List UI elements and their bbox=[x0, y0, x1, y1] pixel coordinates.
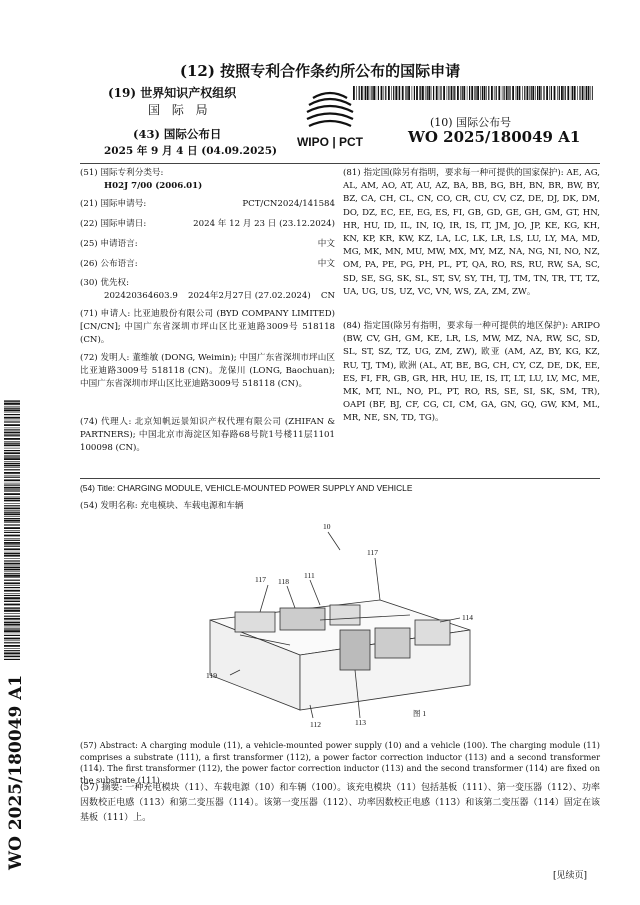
fig-label: 119 bbox=[206, 671, 217, 680]
barcode-side bbox=[4, 400, 20, 660]
fig-label: 117 bbox=[367, 548, 378, 557]
fig-label: 10 bbox=[323, 522, 331, 531]
fig-label: 112 bbox=[310, 720, 321, 729]
field-26: (26) 公布语言: 中文 bbox=[80, 259, 335, 269]
divider bbox=[80, 163, 600, 164]
office-subname: 国 际 局 bbox=[148, 103, 212, 117]
fig-label: 114 bbox=[462, 613, 473, 622]
pub-number-label: (10) 国际公布号 bbox=[430, 116, 512, 129]
continued-note: [见续页] bbox=[553, 871, 588, 881]
document-title: (12) 按照专利合作条约所公布的国际申请 bbox=[179, 62, 461, 80]
field-30: (30) 优先权: 202420364603.9 2024年2月27日 (27.02.2024) CN bbox=[80, 278, 335, 302]
field-22: (22) 国际申请日: 2024 年 12 月 23 日 (23.12.2024) bbox=[80, 219, 335, 229]
title-en: (54) Title: CHARGING MODULE, VEHICLE-MOUNTED POWER SUPPLY AND VEHICLE bbox=[80, 483, 413, 493]
field-81: (81) 指定国(除另有指明，要求每一种可提供的国家保护): AE, AG, AL, AM, AO, AT, AU, AZ, BA, BB, BG, BH, BN, BR, BW, BY, BZ, CA, CH, CL, CN, CO, CR, CU, CV, CZ, DE, DJ, DK, DM, DO, DZ, EC, EE, EG, ES, FI, GB, GD, GE, GH, GM, GT, HN, HR, HU, ID, IL, IN, IQ, IR, IS, IT, JM, JO, JP, KE, KG, KH, KN, KP, KR, KW, KZ, LA, LC, LK, LR, LS, LU, LY, MA, MD, MG, MK, MN, MU, MW, MX, MY, MZ, NA, NG, NI, NO, NZ, OM, PA, PE, PG, PH, PL, PT, QA, RO, RS, RU, RW, SA, SC, SD, SE, SG, SK, SL, ST, SV, SY, TH, TJ, TM, TN, TR, TT, TZ, UA, UG, US, UZ, VC, VN, WS, ZA, ZM, ZW。 bbox=[343, 168, 600, 297]
divider bbox=[80, 478, 600, 479]
patent-figure bbox=[180, 520, 480, 730]
pub-date: 2025 年 9 月 4 日 (04.09.2025) bbox=[104, 145, 277, 157]
fig-label: 113 bbox=[355, 718, 366, 727]
pub-date-label: (43) 国际公布日 bbox=[133, 127, 222, 141]
field-71: (71) 申请人: 比亚迪股份有限公司 (BYD COMPANY LIMITED) [CN/CN]; 中国广东省深圳市坪山区比亚迪路3009号 518118 (CN)。 bbox=[80, 309, 335, 346]
office-name: (19) 世界知识产权组织 bbox=[108, 86, 237, 100]
fig-caption: 图 1 bbox=[413, 709, 427, 718]
fig-label: 117 bbox=[255, 575, 266, 584]
fig-label: 111 bbox=[304, 571, 315, 580]
field-74: (74) 代理人: 北京知帆远景知识产权代理有限公司 (ZHIFAN & PARTNERS); 中国北京市海淀区知春路68号院1号楼11层1101 100098 (CN)。 bbox=[80, 417, 335, 454]
abstract-en: (57) Abstract: A charging module (11), a vehicle-mounted power supply (10) and a vehicle (100). The charging module (11) comprises a substrate (111), a first transformer (112), a power factor correction inductor (113) and a second transformer (114). The first transformer (112), the power factor correction inductor (113) and the second transformer (114) are fixed on the substrate (111). bbox=[80, 740, 600, 785]
field-21: (21) 国际申请号: PCT/CN2024/141584 bbox=[80, 199, 335, 209]
title-cn: (54) 发明名称: 充电模块、车载电源和车辆 bbox=[80, 501, 244, 511]
side-pub-number: WO 2025/180049 A1 bbox=[6, 674, 26, 870]
abstract-cn: (57) 摘要: 一种充电模块（11）、车载电源（10）和车辆（100）。该充电模块（11）包括基板（111）、第一变压器（112）、功率因数校正电感（113）和第二变压器（114）。该第一变压器（112）、功率因数校正电感（113）和该第二变压器（114）固定在该基板（111）上。 bbox=[80, 783, 600, 823]
field-51: (51) 国际专利分类号: H02J 7/00 (2006.01) bbox=[80, 168, 203, 192]
field-25: (25) 申请语言: 中文 bbox=[80, 239, 335, 249]
logo-text: WIPO | PCT bbox=[296, 135, 364, 149]
field-72: (72) 发明人: 董维敏 (DONG, Weimin); 中国广东省深圳市坪山区比亚迪路3009号 518118 (CN)。龙保川 (LONG, Baochuan); 中国广东省深圳市坪山区比亚迪路3009号 518118 (CN)。 bbox=[80, 353, 335, 390]
barcode-top bbox=[353, 86, 593, 100]
field-84: (84) 指定国(除另有指明，要求每一种可提供的地区保护): ARIPO (BW, CV, GH, GM, KE, LR, LS, MW, MZ, NA, RW, SC, SD, SL, ST, SZ, TZ, UG, ZM, ZW), 欧亚 (AM, AZ, BY, KG, KZ, RU, TJ, TM), 欧洲 (AL, AT, BE, BG, CH, CY, CZ, DE, DK, EE, ES, FI, FR, GB, GR, HR, HU, IE, IS, IT, LT, LU, LV, MC, ME, MK, MT, NL, NO, PL, PT, RO, RS, SE, SI, SK, SM, TR), OAPI (BF, BJ, CF, CG, CI, CM, GA, GN, GQ, GW, KM, ML, MR, NE, SN, TD, TG)。 bbox=[343, 321, 600, 424]
pub-number: WO 2025/180049 A1 bbox=[408, 128, 581, 146]
fig-label: 118 bbox=[278, 577, 289, 586]
